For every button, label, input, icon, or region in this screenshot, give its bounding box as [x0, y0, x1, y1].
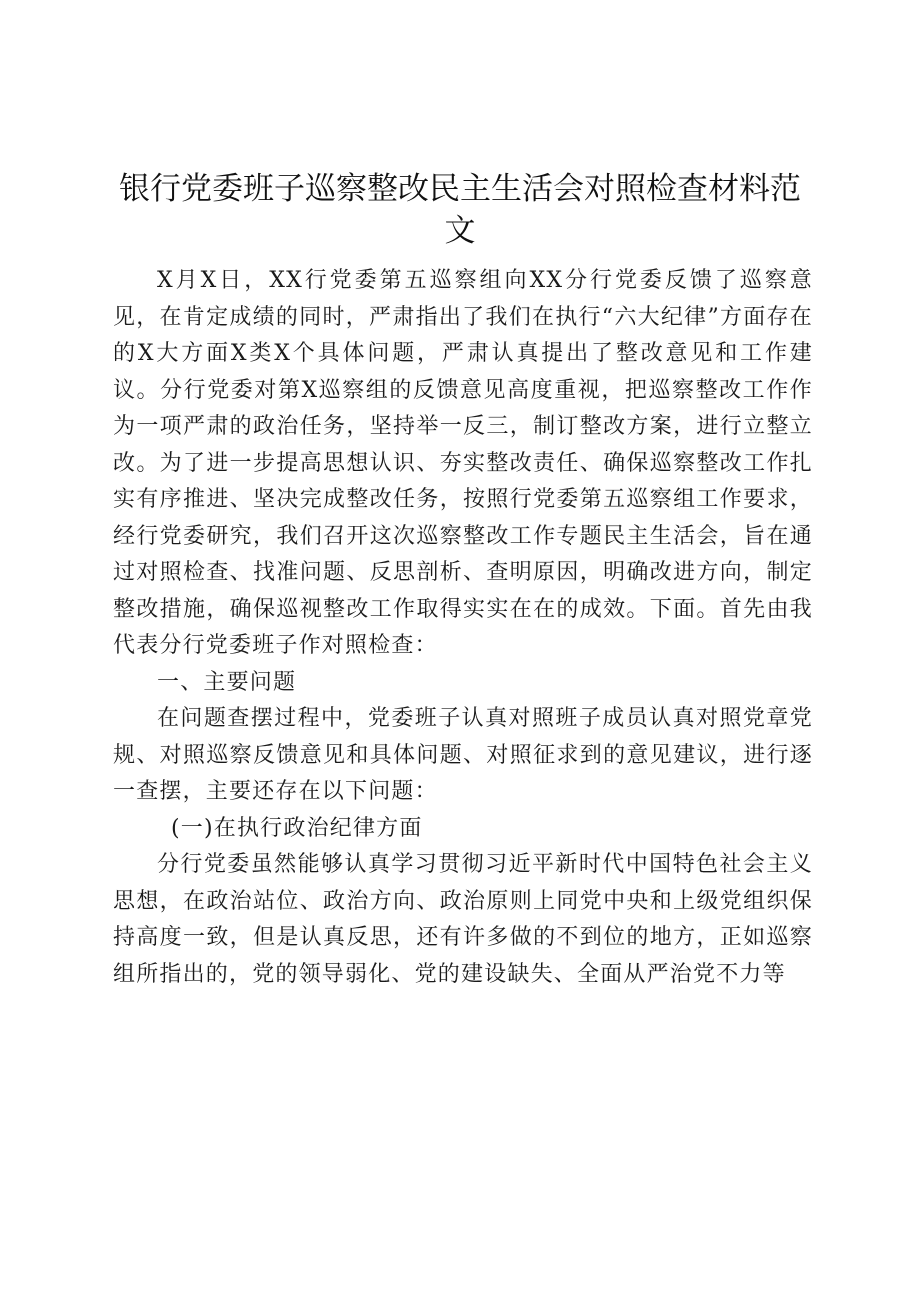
document-body — [113, 263, 813, 993]
document-title: 银行党委班子巡察整改民主生活会对照检查材料范文 — [119, 171, 801, 249]
section-heading-main-problems: 一、主要问题 — [157, 669, 297, 695]
intro-paragraph: X月X日，XX行党委第五巡察组向XX分行党委反馈了巡察意见，在肯定成绩的同时，严肃指出了我们在执行“六大纪律”方面存在的X大方面X类X个具体问题，严肃认真提出了整改意见和工作建议。分行党委对第X巡察组的反馈意见高度重视，把巡察整改工作作为一项严肃的政治任务，坚持举一反三，制订整改方案，进行立整立改。为了进一步提高思想认识、夯实整改责任、确保巡察整改工作扎实有序推进、坚决完成整改任务，按照行党委第五巡察组工作要求，经行党委研究，我们召开这次巡察整改工作专题民主生活会，旨在通过对照检查、找准问题、反思剖析、查明原因，明确改进方向，制定整改措施，确保巡视整改工作取得实实在在的成效。下面。首先由我代表分行党委班子作对照检查： — [113, 268, 813, 658]
subsection-heading-political-discipline: (一)在执行政治纪律方面 — [171, 815, 423, 841]
problems-intro-paragraph: 在问题查摆过程中，党委班子认真对照班子成员认真对照党章党规、对照巡察反馈意见和具体问题、对照征求到的意见建议，进行逐一查摆，主要还存在以下问题： — [113, 706, 813, 804]
political-discipline-paragraph: 分行党委虽然能够认真学习贯彻习近平新时代中国特色社会主义思想，在政治站位、政治方向、政治原则上同党中央和上级党组织保持高度一致，但是认真反思，还有许多做的不到位的地方，正如巡察组所指出的，党的领导弱化、党的建设缺失、全面从严治党不力等 — [113, 852, 813, 987]
